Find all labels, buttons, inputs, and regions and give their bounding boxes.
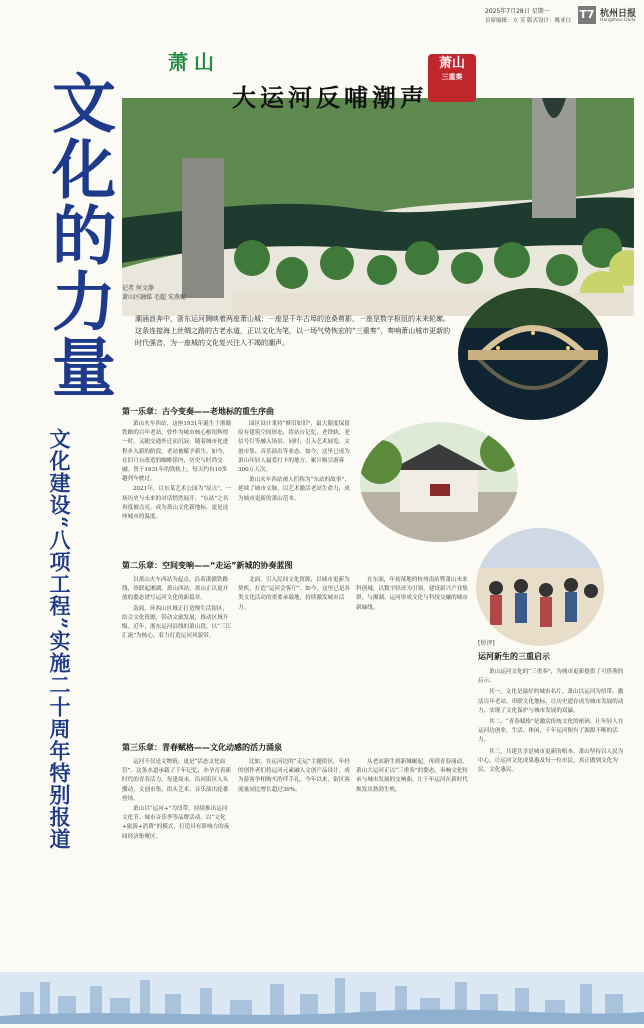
section-3-para-4: 从老站新生到新城崛起，再到青春涌动，萧山大运河正以“三重奏”的姿态，奏响文化传承与城市发展的交响曲，让千年运河在新时代焕发出勃勃生机。 — [356, 759, 469, 793]
section-1-para-3: 园区设计秉持“修旧如旧”，最大限度保留原有建筑空间形态，将站台记忆、老铁轨、老信号灯等融入场景。同时，引入艺术展览、文创市集、音乐演出等业态。如今，这里已成为萧山年轻人最爱打卡的地方，累计吸引游客300万人次。 — [238, 421, 350, 474]
section-2-col-2 — [238, 576, 350, 614]
section-1-col-1 — [122, 420, 232, 523]
byline-reporter: 记者 何文静 — [122, 285, 154, 292]
section-3-title: 第三乐章：青春赋格——文化动感的活力涌泉 — [122, 743, 282, 752]
seal-bottom-text: 三重奏 — [441, 72, 463, 81]
masthead — [0, 0, 644, 42]
section-2-col-1 — [122, 576, 232, 642]
section-2 — [122, 560, 422, 571]
article-headline: 大运河反哺潮声 — [232, 83, 428, 112]
page-number: T7 — [578, 6, 596, 24]
commentary-para-3: 其二，“青春赋格”是激活传统文化的密码。让年轻人在运河边创业、生活、休闲，千年运河便有了源源不断的活力。 — [478, 719, 624, 744]
newspaper-name: 杭州日报 — [600, 9, 637, 19]
editor-credits: 首席编辑：方 芙 版式设计：姚亚白 — [485, 18, 571, 24]
bridge-illustration — [458, 288, 608, 420]
commentary-title: 运河新生的三重启示 — [478, 652, 550, 661]
commentary-tag: [短评] — [478, 640, 495, 647]
section-2-title: 第二乐章：空间变响——“走运”新城的协奏蓝图 — [122, 561, 293, 570]
section-1-title: 第一乐章：古今变奏——老地标的重生序曲 — [122, 407, 274, 416]
section-1-para-4: 萧山火车西站被人们称为“东站的故事”，延续了城市文脉，以艺术激活老站生命力，成为城市更新的萧山范本。 — [238, 477, 350, 502]
section-3 — [122, 742, 422, 753]
skyline-illustration — [0, 972, 644, 1024]
section-3-para-1: 运河不仅是文物链，更是“活态文化血管”。这条水道承载了千年记忆，亦孕育着新时代的青春活力。每逢周末，沿河街区人头攒动，文创市集、街头艺术、音乐演出轮番登场。 — [122, 759, 232, 802]
seal-top-text: 萧山 — [438, 56, 465, 71]
section-3-para-3: 比如，在运河边的“走运”主题街区，年轻的创作者们将运河元素融入文创产品设计，成为游客争相购买的伴手礼。今年以来，街区客流量同比增长超过30%。 — [238, 759, 350, 793]
hero-aerial-photo — [122, 98, 634, 316]
bridge-night-photo — [458, 288, 608, 420]
newspaper-name-en: Hangzhou Daily — [600, 18, 636, 23]
section-2-para-1: 以萧山火车西站为起点，沿着浙赣铁路线，串联起湘湖、萧山西站，萧山正以更开放的姿态谱写运河文化的新篇章。 — [122, 577, 229, 602]
kicker-xiaoshan: 萧山 — [168, 50, 220, 74]
section-2-para-2: 南面，环西山区域正打造慢生活街区，结合文化资源，带动文旅发展，推动区域升级。近年，浙东运河沿线的萧山段，以“三江汇流”为核心，着力打造运河风貌带。 — [122, 605, 232, 640]
footer-skyline-graphic — [0, 972, 644, 1024]
column-title: 文化的力量 — [41, 70, 116, 400]
byline-photo: 萧山区融媒 毛超 宋燕妮 — [122, 294, 186, 301]
section-3-col-1 — [122, 758, 232, 843]
temple-illustration — [360, 422, 518, 542]
section-1-para-1: 萧山火车西站，这座1931年诞生于浙赣铁路的百年老站，曾作为城市核心枢纽辉煌一时。又随交通外迁而沉寂。随着城市化进程步入新的阶段，老站被赋予新生。如今，在旧月台改造的咖啡馆内，历史与时尚交融。曾于1931年的铁轨上，每天约有10多趟列车驶过。 — [122, 421, 232, 483]
temple-photo — [360, 422, 518, 542]
article-intro: 潮涌浪奔中，浙东运河侧映着两座萧山城：一座是千年古埠的沧桑剪影，一座是数字枢纽的未来轮廓。这条连接海上丝绸之路的古老水道，正以文化为笔，以一场气势恢宏的“三重奏”，奏响萧山城市更新的时代强音，为一座城的文化复兴注入不竭的潮声。 — [135, 315, 451, 347]
xiaoshan-seal — [428, 54, 476, 102]
column-subtitle: 文化建设“八项工程”实施二十周年特别报道 — [47, 428, 73, 851]
commentary-para-4: 其三，共建共享是城市更新的根本。萧山坚持以人民为中心，让运河文化成果惠及每一位市民，真正做到文化为民、文化惠民。 — [478, 748, 624, 774]
section-3-col-3 — [356, 758, 468, 796]
section-2-col-3 — [356, 576, 468, 614]
commentary-sidebar — [478, 638, 628, 960]
commentary-para-2: 其一，文化是最好的城市名片。萧山以运河为纽带，激活百年老站、串联文化地标，让历史遗存成为城市发展的动力，实现了文化保护与城市发展的双赢。 — [478, 689, 624, 714]
section-2-para-3: 北面，引入民间文化资源，以城市更新为契机，打造“运河会客厅”。如今，这里已是各类文化活动的重要承载地，持续激发城市活力。 — [238, 577, 351, 611]
section-3-para-2: 萧山以“运河+”为纽带，持续推出运河文化节、城市音乐季等品牌活动。以“文化+旅游+消费”的模式，打造具有影响力的夜间经济集聚区。 — [122, 806, 230, 840]
issue-date: 2025年7月28日 星期一 — [485, 8, 550, 15]
commentary-body — [478, 668, 628, 775]
section-1-para-2: 2021年，以东某艺术公园为“原点”，一场历史与未来的对话悄然展开。“东站”之名再度被点亮，成为萧山文化新地标，更是这座城市的温度。 — [122, 486, 232, 521]
section-3-col-2 — [238, 758, 350, 796]
crowd-photo — [476, 528, 604, 646]
section-1-col-2 — [238, 420, 350, 505]
section-2-para-4: 在东面，年初落地的杭州南站暨萧山未来科创城，以数字经济为引领，建设新兴产业集群，与湘湖、运河形成文化与科技交融的城市新轴线。 — [356, 577, 468, 611]
aerial-canal-illustration — [122, 98, 634, 316]
crowd-illustration — [476, 528, 604, 646]
commentary-para-1: 萧山运河文化的“三重奏”，为城市更新提供了可借鉴的启示。 — [478, 669, 624, 685]
byline — [122, 284, 186, 302]
section-1 — [122, 406, 352, 417]
